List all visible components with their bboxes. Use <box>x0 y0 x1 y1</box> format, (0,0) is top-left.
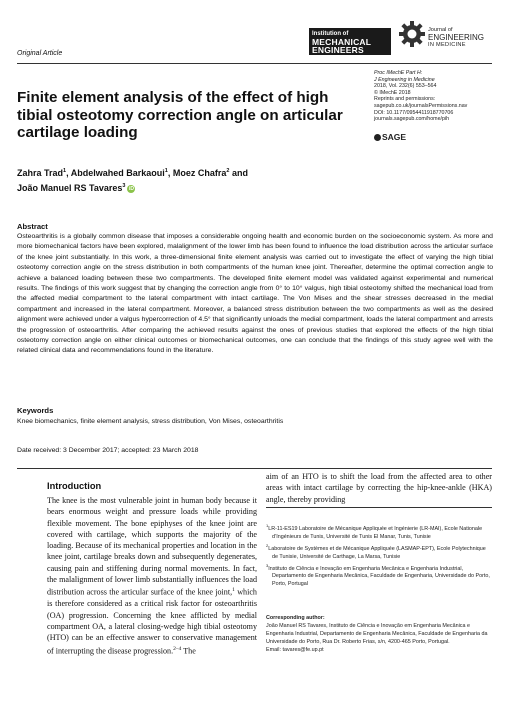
journal-line-3: IN MEDICINE <box>428 42 466 48</box>
author-name: Zahra Trad <box>17 168 64 178</box>
author-name: Moez Chafra <box>172 168 227 178</box>
abstract-body: Osteoarthritis is a globally common disease that imposes a considerable ongoing health and economic burden on the socioeconomic system. As more and more biomechanical factors have been explored, malalignment of the lower limb has been found to influence the load distribution across the articular surface of the knee joint substantially. In this work, a three-dimensional finite element analysis was carried out to investigate the effect of varying the high tibial osteotomy correction angle on the stress distribution in both compartments of the human knee joint. Thereafter, determine the optimal correction angle to achieve a balanced loading between these two compartments. The developed finite element model was validated against experimental and numerical results. The findings of this work suggest that by changing the correction angle from 0° to 10° valgus, high tibial osteotomy shifted the mechanical load from the affected medial compartment to the lateral compartment with intact cartilage. The Von Mises and the shear stresses decreased in the medial compartment and increased in the lateral compartment. Moreover, a balanced stress distribution between the two compartments as well as the desired alignment were achieved under a valgus hypercorrection of 4.5° that significantly unloads the medial compartment, loads the lateral compartment and arrests the progression of osteoarthritis. After comparing the achieved results against the ones of previous studies that explored the effects of the high tibial osteotomy correction angle on either clinical outcomes or biomechanical outcomes, one can conclude that the findings of this study agree well with the related clinical data and recommendations found in the literature. <box>17 233 493 355</box>
corresponding-author <box>266 614 492 654</box>
introduction-column-2: aim of an HTO is to shift the load from the affected area to other areas with intact cartilage by correcting the hip-knee-ankle (HKA) angle, thereby providing <box>266 472 492 504</box>
affiliation-item <box>266 542 492 561</box>
header-divider <box>17 63 492 64</box>
section-divider <box>17 468 492 469</box>
meta-line: DOI: 10.1177/0954411918770706 <box>374 109 454 116</box>
publication-meta <box>374 70 499 123</box>
author-affiliation-ref: 1 <box>63 168 67 174</box>
author-list: Zahra Trad$^1$, Abdelwahed Barkaoui$^1$, Moez Chafra$^2$ and João Manuel RS Tavares$^3$ iD <box>17 168 248 193</box>
sage-circle-icon <box>374 134 381 141</box>
body-text: The <box>181 646 196 656</box>
journal-name <box>428 27 484 49</box>
meta-line: Proc IMechE Part H: <box>374 70 423 76</box>
journal-line-1: Journal of <box>428 27 453 33</box>
introduction-column-1 <box>47 495 257 657</box>
meta-line: © IMechE 2018 <box>374 89 411 96</box>
introduction-heading: Introduction <box>47 481 102 491</box>
author-affiliation-ref: 1 <box>164 168 168 174</box>
publisher-name: SAGE <box>382 132 407 142</box>
author-affiliation-ref: 3 <box>122 183 126 189</box>
affiliation-text: Laboratoire de Systèmes et de Mécanique Appliquée (LASMAP-EPT), Ecole Polytechnique de Tunisie, Université de Carthage, La Marsa, Tunisie <box>268 545 486 560</box>
citation-ref[interactable]: 2–4 <box>173 645 182 652</box>
corresponding-author-email[interactable]: Email: tavares@fe.up.pt <box>266 647 324 653</box>
body-text: The knee is the most vulnerable joint in human body because it bears enormous weight and pressure loads while providing flexible movement. The bone epiphyses of the knee joint are covered with cartilage, which supports the majority of the loading. Because of its mechanical properties and location in the knee joint, cartilage breaks down and subsequently degenerates, causing pain and stiffening during normal movements. In fact, the malalignment of lower limb substantially influences the load distribution across the articular surface of the knee joint, <box>47 496 257 598</box>
received-dates: Date received: 3 December 2017; accepted: 23 March 2018 <box>17 447 199 454</box>
author-name: João Manuel RS Tavares <box>17 183 123 193</box>
logo-line-3: ENGINEERS <box>312 45 364 55</box>
affiliation-item <box>266 522 492 541</box>
article-type: Original Article <box>17 50 63 57</box>
author-affiliation-ref: 2 <box>226 168 230 174</box>
body-text: which is therefore considered as a critical risk factor for osteoarthritis (OA) progression. Concerning the knee afflicted by medial compartment OA, a lateral closing-wedge high tibial osteotomy (HTO) can be an effective answer to conservative management of interrupting the disease progression. <box>47 588 257 656</box>
meta-line: J Engineering in Medicine <box>374 76 435 83</box>
abstract-heading: Abstract <box>17 222 48 231</box>
footnote-divider <box>266 507 492 508</box>
logo-line-2: MECHANICAL <box>312 37 372 47</box>
affiliation-number: 3 <box>266 562 269 568</box>
keywords-body: Knee biomechanics, finite element analysis, stress distribution, Von Mises, osteoarthritis <box>17 418 284 425</box>
meta-line: 2018, Vol. 232(6) 553–564 <box>374 83 437 90</box>
corresponding-author-heading: Corresponding author: <box>266 615 325 621</box>
affiliation-text: Instituto de Ciência e Inovação em Engenharia Mecânica e Engenharia Industrial, Departamento de Engenharia Mecânica, Faculdade de Engenharia, Universidade do Porto, Porto, Portugal <box>268 565 490 588</box>
imeche-logo <box>309 28 391 55</box>
corresponding-author-address: João Manuel RS Tavares, Instituto de Ciência e Inovação em Engenharia Mecânica e Engenharia Industrial, Departamento de Engenharia Mecânica, Faculdade de Engenharia da Universidade do Porto, Rua Dr. Roberto Frias, s/n, 4200-465 Porto, Portugal. <box>266 623 488 645</box>
journal-line-2: ENGINEERING <box>428 33 485 42</box>
author-name: Abdelwahed Barkaoui <box>70 168 165 178</box>
citation-ref[interactable]: 1 <box>232 587 235 594</box>
meta-line: sagepub.co.uk/journalsPermissions.nav <box>374 102 468 109</box>
orcid-icon[interactable]: iD <box>128 185 134 192</box>
author-conjunction: and <box>229 168 248 178</box>
affiliation-text: LR-11-ES19 Laboratoire de Mécanique Appliquée et Ingénierie (LR-MAI), Ecole Nationale d’Ingénieurs de Tunis, Université de Tunis El Manar, Tunis, Tunisie <box>268 525 483 540</box>
affiliation-item <box>266 562 492 589</box>
keywords-heading: Keywords <box>17 406 54 415</box>
sage-logo <box>374 132 406 142</box>
affiliation-number: 2 <box>266 542 269 548</box>
meta-line: Reprints and permissions: <box>374 96 436 103</box>
article-title: Finite element analysis of the effect of high tibial osteotomy correction angle on articular cartilage loading <box>17 89 343 142</box>
affiliations <box>266 522 492 589</box>
affiliation-number: 1 <box>266 523 269 528</box>
meta-line: journals.sagepub.com/home/pih <box>374 116 450 123</box>
logo-line-1: Institution of <box>312 31 349 37</box>
gear-icon <box>398 20 426 48</box>
